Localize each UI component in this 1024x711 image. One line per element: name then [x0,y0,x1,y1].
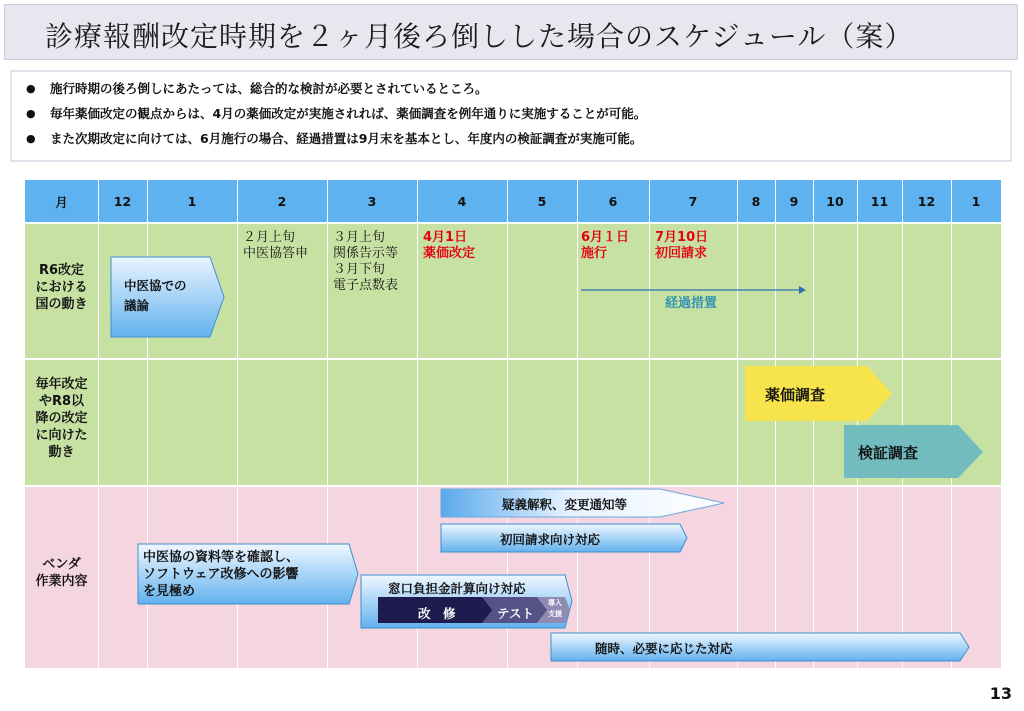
month-1-next: 1 [971,194,981,209]
schedule-grid [25,180,1001,668]
madoguchi-box [360,574,573,629]
divider [857,180,858,668]
month-9: 9 [789,194,799,209]
divider [577,180,578,668]
divider [25,485,1001,487]
divider [98,180,99,668]
divider [649,180,650,668]
summary-box [10,70,1012,162]
shokai-arrow [440,523,688,553]
transition-label: 経過措置 [665,296,718,311]
month-10: 10 [826,194,844,209]
row-label-annual: 毎年改定 やR8以 降の改定 に向けた 動き [35,377,88,460]
divider [951,180,952,668]
month-1: 1 [187,194,197,209]
jun-note: 6月１日 施行 [581,230,630,261]
title-bar [4,4,1018,60]
madoguchi-label: 窓口負担金計算向け対応 [388,581,526,596]
apr-note: 4月1日 薬価改定 [423,230,476,261]
shiryo-arrow [137,543,359,605]
divider [813,180,814,668]
gigi-label: 疑義解釈、変更通知等 [502,497,628,512]
month-12: 12 [113,194,132,209]
bullet-item: ● 毎年薬価改定の観点からは、4月の薬価改定が実施されれば、薬価調査を例年通りに実施することが可能。 [12,101,1010,126]
jul-note: 7月10日 初回請求 [655,230,709,261]
month-5: 5 [537,194,547,209]
shokai-label: 初回請求向け対応 [500,532,601,547]
month-header-label: 月 [55,194,68,210]
yakka-survey-label: 薬価調査 [765,386,826,404]
transition-arrow-line [581,285,807,295]
bullet-item: ● また次期改定に向けては、6月施行の場合、経過措置は9月末を基本とし、年度内の検証調査が実施可能。 [12,126,1010,151]
page-number: 13 [989,684,1012,703]
mar-note: ３月上旬 関係告示等 ３月下旬 電子点数表 [333,230,399,293]
month-8: 8 [751,194,761,209]
zuiji-arrow [550,632,970,662]
month-6: 6 [608,194,618,209]
kaishu-label: 改 修 [418,606,456,621]
bullet-item: ● 施行時期の後ろ倒しにあたっては、総合的な検討が必要とされているところ。 [12,76,1010,101]
kensho-survey-arrow [844,425,984,479]
divider [775,180,776,668]
divider [25,358,1001,360]
row-label-vendor: ベンダ 作業内容 [35,557,88,589]
donyu-label: 導入 支援 [548,599,562,618]
shiryo-label: 中医協の資料等を確認し、 ソフトウェア改修への影響 を見極め [143,550,300,599]
chuikyo-discussion-arrow [110,256,225,338]
kensho-survey-label: 検証調査 [858,444,919,462]
chuikyo-label: 中医協での 議論 [124,278,187,313]
month-4: 4 [457,194,467,209]
zuiji-label: 随時、必要に応じた対応 [595,641,733,656]
month-7: 7 [688,194,698,209]
month-2: 2 [277,194,287,209]
test-label: テスト [497,606,535,621]
page-title: 診療報酬改定時期を２ヶ月後ろ倒しした場合のスケジュール（案） [45,20,914,53]
gigi-arrow [440,488,726,518]
divider [902,180,903,668]
row-label-government: R6改定 における 国の動き [35,263,88,312]
feb-note: ２月上旬 中医協答申 [243,230,309,261]
yakka-survey-arrow [745,366,893,422]
month-12-next: 12 [917,194,936,209]
divider [737,180,738,668]
month-3: 3 [367,194,377,209]
month-11: 11 [870,194,889,209]
